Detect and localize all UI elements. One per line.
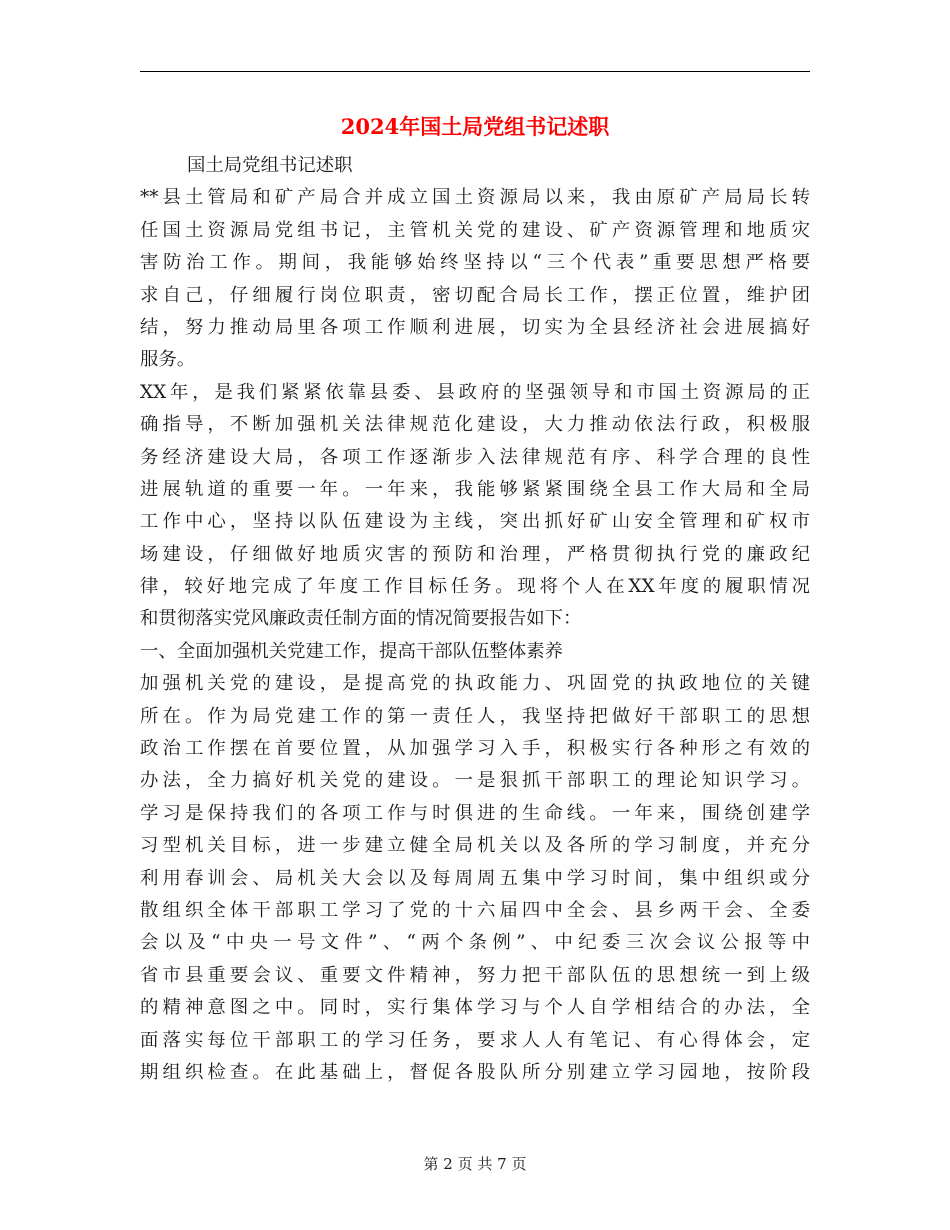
page-number: 第 2 页 共 7 页 xyxy=(423,1155,527,1173)
paragraph-line: 律，较好地完成了年度工作目标任务。现将个人在XX年度的履职情况 xyxy=(140,576,810,598)
paragraph-line: 散组织全体干部职工学习了党的十六届四中全会、县乡两干会、全委 xyxy=(140,899,810,921)
paragraph-line: 求自己，仔细履行岗位职责，密切配合局长工作，摆正位置，维护团 xyxy=(140,284,810,306)
paragraph-line: 的精神意图之中。同时，实行集体学习与个人自学相结合的办法，全 xyxy=(140,997,810,1019)
section-heading: 一、全面加强机关党建工作，提高干部队伍整体素养 xyxy=(140,640,563,662)
document-subtitle: 国土局党组书记述职 xyxy=(187,155,353,176)
paragraph-line: 习型机关目标，进一步建立健全局机关以及各所的学习制度，并充分 xyxy=(140,835,810,857)
paragraph-line: 利用春训会、局机关大会以及每周周五集中学习时间，集中组织或分 xyxy=(140,867,810,889)
paragraph-line: 和贯彻落实党风廉政责任制方面的情况简要报告如下： xyxy=(140,608,582,630)
paragraph-line: 省市县重要会议、重要文件精神，努力把干部队伍的思想统一到上级 xyxy=(140,964,810,986)
paragraph-line: 服务。 xyxy=(140,349,196,371)
paragraph-line: 办法，全力搞好机关党的建设。一是狠抓干部职工的理论知识学习。 xyxy=(140,770,810,792)
paragraph-line: 工作中心，坚持以队伍建设为主线，突出抓好矿山安全管理和矿权市 xyxy=(140,511,810,533)
paragraph-line: 结，努力推动局里各项工作顺利进展，切实为全县经济社会进展搞好 xyxy=(140,316,810,338)
paragraph-line: 进展轨道的重要一年。一年来，我能够紧紧围绕全县工作大局和全局 xyxy=(140,478,810,500)
paragraph-line: 确指导，不断加强机关法律规范化建设，大力推动依法行政，积极服 xyxy=(140,414,810,436)
document-title: 2024年国土局党组书记述职 xyxy=(340,114,610,139)
paragraph-line: 场建设，仔细做好地质灾害的预防和治理，严格贯彻执行党的廉政纪 xyxy=(140,543,810,565)
paragraph-line: 所在。作为局党建工作的第一责任人，我坚持把做好干部职工的思想 xyxy=(140,705,810,727)
paragraph-line: 会以及“中央一号文件”、“两个条例”、中纪委三次会议公报等中 xyxy=(140,932,810,954)
paragraph-line: 学习是保持我们的各项工作与时俱进的生命线。一年来，围绕创建学 xyxy=(140,802,810,824)
paragraph-line: 期组织检查。在此基础上，督促各股队所分别建立学习园地，按阶段 xyxy=(140,1061,810,1083)
document-body xyxy=(140,150,810,1089)
paragraph-line: 害防治工作。期间，我能够始终坚持以“三个代表”重要思想严格要 xyxy=(140,252,810,274)
paragraph-line: 任国土资源局党组书记，主管机关党的建设、矿产资源管理和地质灾 xyxy=(140,219,810,241)
paragraph-line: 加强机关党的建设，是提高党的执政能力、巩固党的执政地位的关键 xyxy=(140,673,810,695)
header-rule xyxy=(140,71,810,72)
paragraph-line: 务经济建设大局，各项工作逐渐步入法律规范有序、科学合理的良性 xyxy=(140,446,810,468)
paragraph-line: **县土管局和矿产局合并成立国土资源局以来，我由原矿产局局长转 xyxy=(140,187,810,209)
paragraph-line: 政治工作摆在首要位置，从加强学习入手，积极实行各种形之有效的 xyxy=(140,738,810,760)
paragraph-line: XX年，是我们紧紧依靠县委、县政府的坚强领导和市国土资源局的正 xyxy=(140,381,810,403)
paragraph-line: 面落实每位干部职工的学习任务，要求人人有笔记、有心得体会，定 xyxy=(140,1029,810,1051)
